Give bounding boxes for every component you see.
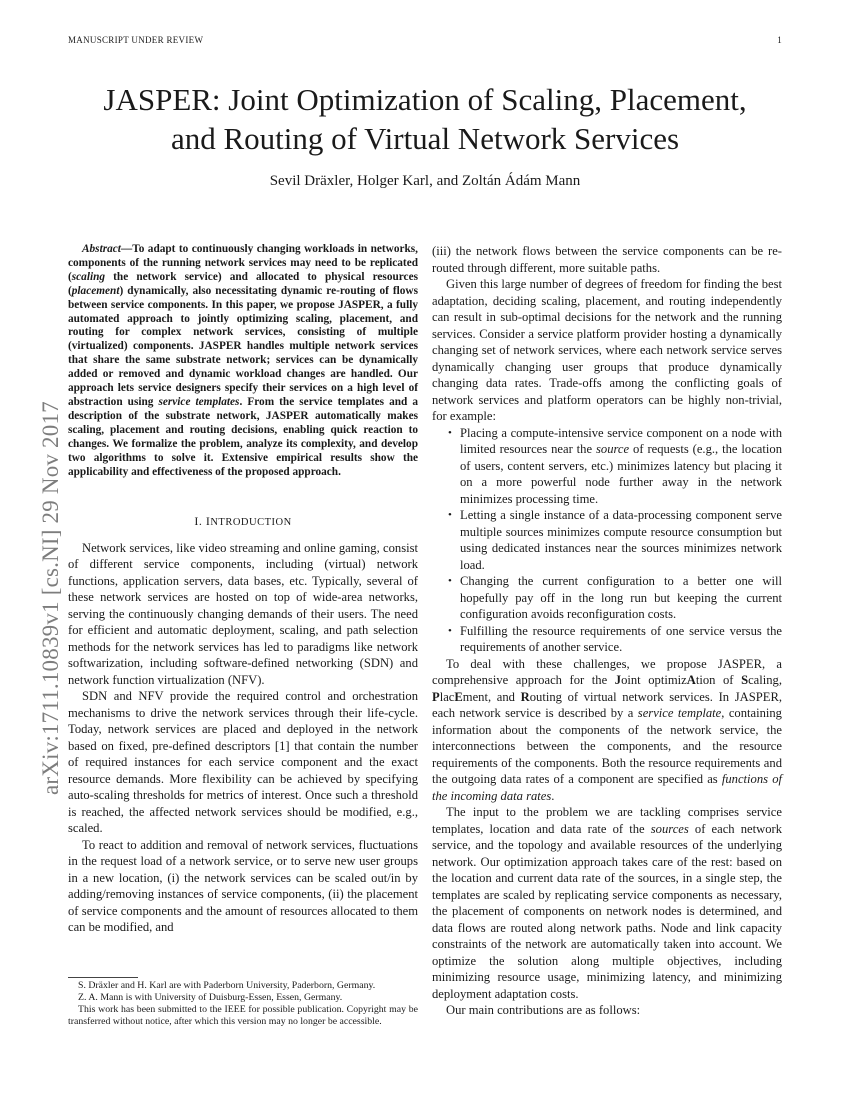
running-head-title: MANUSCRIPT UNDER REVIEW — [68, 35, 204, 45]
footnote: S. Dräxler and H. Karl are with Paderborn University, Paderborn, Germany. — [78, 980, 376, 991]
title-line-2: and Routing of Virtual Network Services — [170, 121, 680, 156]
body-paragraph: Network services, like video streaming and online gaming, consist of different service components, including (virtual) network functions, application servers, data bases, etc. Typically, several of these network services are hosted on top of wide-area networks, serving the continuously changing demands of their users. The need for efficient and automatic deployment, scaling, and path selection methods for the network services has led to paradigms like network softwarization, including software-defined networking (SDN) and network function virtualization (NFV). — [68, 540, 418, 687]
arxiv-stamp: arXiv:1711.10839v1 [cs.NI] 29 Nov 2017 — [38, 401, 63, 795]
footnote-rule — [68, 977, 138, 978]
abstract: Abstract—To adapt to continuously changing workloads in networks, components of the running network services may need to be replicated (scaling the network service) and allocated to physical resources (placement) dynamically, also necessitating dynamic re-routing of flows between service components. In this paper, we propose JASPER, a fully automated approach to jointly optimizing scaling, placement, and routing for complex network services, consisting of multiple (virtualized) components. JASPER handles multiple network services that share the same substrate network; services can be dynamically added or removed and dynamic workload changes are handled. Our approach lets service designers specify their services on a high level of abstraction using service templates. From the service templates and a description of the substrate network, JASPER automatically makes scaling, placement and routing decisions, enabling quick reaction to changes. We formalize the problem, analyze its complexity, and develop two algorithms to solve it. Extensive empirical results show the applicability and effectiveness of the proposed approach. — [68, 243, 418, 478]
list-item: • Fulfilling the resource requirements of one service versus the requirements of another service. — [448, 623, 782, 654]
footnote: Z. A. Mann is with University of Duisburg-Essen, Essen, Germany. — [78, 992, 343, 1003]
body-paragraph: The input to the problem we are tackling comprises service templates, location and data rate of the sources of each network service, and the topology and available resources of the underlying network. Our optimization approach takes care of the rest: based on the location and current data rate of the sources, in a single step, the templates are scaled by replicating service components as necessary, the placement of components on network nodes is determined, and data flows are routed along network paths. Node and link capacity constraints of the network are automatically taken into account. We optimize the solution along multiple objectives, including minimizing resource usage, minimizing latency, and minimizing deployment adaptation costs. — [432, 805, 783, 1001]
left-column — [68, 243, 418, 936]
page-number: 1 — [777, 35, 782, 45]
bullet-icon: • — [448, 426, 452, 439]
footnote: This work has been submitted to the IEEE for possible publication. Copyright may be transferred without notice, after which this version may no longer be accessible. — [68, 1004, 418, 1027]
running-header — [68, 35, 782, 49]
body-paragraph: Given this large number of degrees of freedom for finding the best adaptation, deciding scaling, placement, and routing independently can result in sub-optimal decisions for the network and the running services. Consider a service platform provider hosting a dynamically changing set of network services, where each network service serves dynamically changing user groups that produce dynamically changing data rates. Trade-offs among the conflicting goals of network services and platform operators can be highly non-trivial, for example: — [432, 277, 782, 423]
footnotes — [68, 977, 418, 1028]
title-line-1: JASPER: Joint Optimization of Scaling, Placement, — [103, 82, 747, 117]
tradeoff-list — [432, 425, 782, 656]
list-item: • Placing a compute-intensive service component on a node with limited resources near the source of requests (e.g., the location of users, content servers, etc.) minimizes latency but placing it on a more powerful node further away in the network minimizes processing time. — [448, 425, 782, 506]
bullet-icon: • — [448, 509, 452, 521]
list-item: • Letting a single instance of a data-processing component serve multiple sources minimizes compute resource consumption but using dedicated instances near the sources minimizes network load. — [448, 508, 782, 572]
right-column — [432, 243, 782, 1019]
bullet-icon: • — [448, 624, 452, 637]
bullet-icon: • — [448, 575, 452, 587]
abstract-label: Abstract — [82, 243, 121, 255]
body-paragraph: To deal with these challenges, we propose JASPER, a comprehensive approach for the Joint optimizAtion of Scaling, PlacEment, and Routing of virtual network services. In JASPER, each network service is described by a service template, containing information about the components of the network service, the interconnections between the components, and the resource requirements of the components. Both the resource requirements and the outgoing data rates of a component are specified as functions of the incoming data rates. — [432, 656, 782, 803]
body-paragraph: Our main contributions are as follows: — [446, 1003, 641, 1017]
paper-title — [40, 80, 810, 158]
body-paragraph: To react to addition and removal of network services, fluctuations in the request load of a network service, or to serve new user groups in a new location, (i) the network services can be scaled out/in by adding/removing instances of service components, (ii) the placement of service components and the amount of resources allocated to them can be modified, and — [68, 837, 418, 935]
body-paragraph: SDN and NFV provide the required control and orchestration mechanisms to drive the network services through their life-cycle. Today, network services are placed and deployed in the network based on fixed, pre-defined descriptors [1] that contain the number of required instances for each service component and the exact resource demands. More flexibility can be achieved by specifying auto-scaling thresholds for metrics of interest. Once such a threshold is reached, the affected network services should be modified, e.g., scaled. — [68, 689, 418, 836]
list-item: • Changing the current configuration to a better one will hopefully pay off in the long run but keeping the current configuration avoids reconfiguration costs. — [448, 574, 782, 621]
section-heading-introduction: I. INTRODUCTION — [194, 514, 292, 529]
body-paragraph: (iii) the network flows between the service components can be re-routed through different, more suitable paths. — [432, 244, 782, 275]
author-list: Sevil Dräxler, Holger Karl, and Zoltán Ádám Mann — [269, 173, 581, 189]
